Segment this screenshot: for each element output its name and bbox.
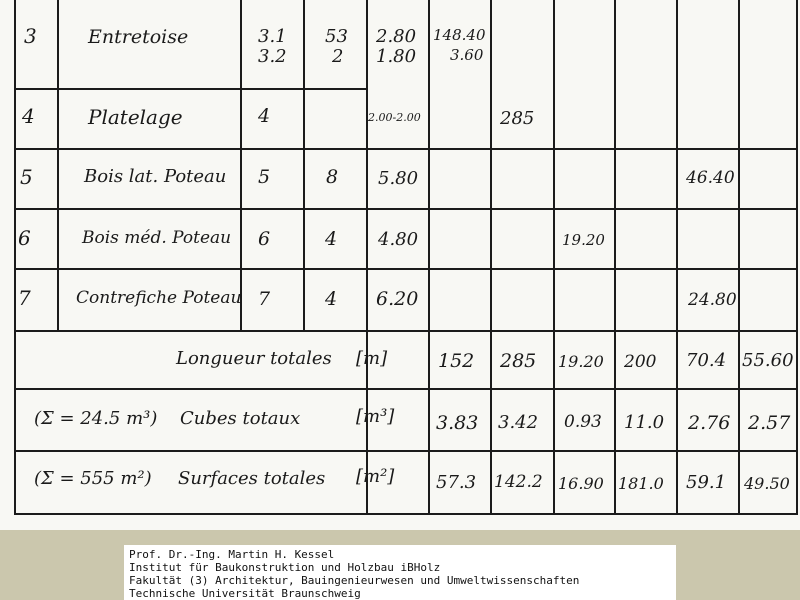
member-name: Bois méd. Poteau [82,228,232,248]
total-surface-value: 16.90 [558,474,604,493]
quantity: 2 [332,46,344,67]
member-name: Entretoise [88,26,189,48]
length: 2.80 [376,26,417,47]
col-5-value: 24.80 [688,290,737,310]
length: 4.80 [378,229,419,250]
grid-line [240,0,242,330]
totals-unit: [m] [356,348,388,369]
total-volume-value: 2.57 [748,412,791,434]
length: 1.80 [376,46,417,67]
position: 7 [258,288,271,310]
length: 2.00-2.00 [368,111,421,124]
total-surface-value: 49.50 [744,474,790,493]
total-volume-value: 3.83 [436,412,479,434]
total-volume-value: 0.93 [564,412,602,432]
total-length-value: 285 [500,350,537,372]
row-number: 4 [22,104,35,128]
total-volume-value: 3.42 [498,412,539,433]
grid-line [14,330,798,332]
author-caption [124,545,676,600]
col-3-value: 19.20 [562,231,605,249]
position: 6 [258,228,271,250]
length: 5.80 [378,168,419,189]
grid-line [14,513,798,515]
position: 3.2 [258,46,287,67]
position: 5 [258,166,271,188]
grid-line [614,0,616,515]
totals-label: Cubes totaux [180,408,301,429]
total-surface-value: 59.1 [686,472,727,493]
grid-line [14,450,798,452]
grid-line [14,0,16,330]
grid-line [796,0,798,515]
grid-line [676,0,678,515]
grid-line [14,148,798,150]
grid-line [490,0,492,515]
total-surface-value: 142.2 [494,472,543,492]
length: 6.20 [376,288,419,310]
total-volume-value: 2.76 [688,412,731,434]
row-number: 7 [18,286,31,310]
total-volume-value: 11.0 [624,412,665,433]
caption-line: Institut für Baukonstruktion und Holzbau iBHolz [129,561,441,574]
grid-line [366,0,368,515]
caption-line: Prof. Dr.-Ing. Martin H. Kessel [129,548,335,561]
total-length-value: 19.20 [558,352,604,371]
row-number: 6 [18,226,31,250]
grid-line [738,0,740,515]
grid-line [14,208,798,210]
member-name: Bois lat. Poteau [84,166,227,187]
quantity: 4 [325,228,338,250]
quantity: 4 [325,288,338,310]
total-length-value: 70.4 [686,350,727,371]
grid-line [553,0,555,515]
total-length-value: 55.60 [742,350,794,371]
grid-line [14,268,798,270]
caption-line: Technische Universität Braunschweig [129,587,361,600]
total-surface-value: 181.0 [618,474,664,493]
totals-unit: [m²] [356,466,395,487]
caption-line: Fakultät (3) Architektur, Bauingenieurwesen und Umweltwissenschaften [129,574,580,587]
total-surface-value: 57.3 [436,472,477,493]
totals-unit: [m³] [356,406,395,427]
row-number: 3 [24,24,37,48]
position: 3.1 [258,26,287,47]
totals-label: Longueur totales [176,348,332,369]
grid-line [14,388,798,390]
grid-line [14,88,366,90]
totals-prefix: (Σ = 24.5 m³) [34,408,158,429]
quantity: 53 [325,26,348,47]
grid-line [428,0,430,515]
member-name: Platelage [88,105,183,129]
total-length-value: 152 [438,350,475,372]
grid-line [303,0,305,330]
total-length-value: 200 [624,352,657,372]
col-5-value: 46.40 [686,168,735,188]
grid-line [14,330,16,515]
col-1-value: 3.60 [450,46,484,64]
col-1-value: 148.40 [433,26,486,44]
totals-prefix: (Σ = 555 m²) [34,468,152,489]
position: 4 [258,105,271,127]
quantity: 8 [326,166,339,188]
col-2-value: 285 [500,108,535,129]
member-name: Contrefiche Poteau [76,288,242,308]
grid-line [57,0,59,88]
totals-label: Surfaces totales [178,468,326,489]
row-number: 5 [20,165,33,189]
